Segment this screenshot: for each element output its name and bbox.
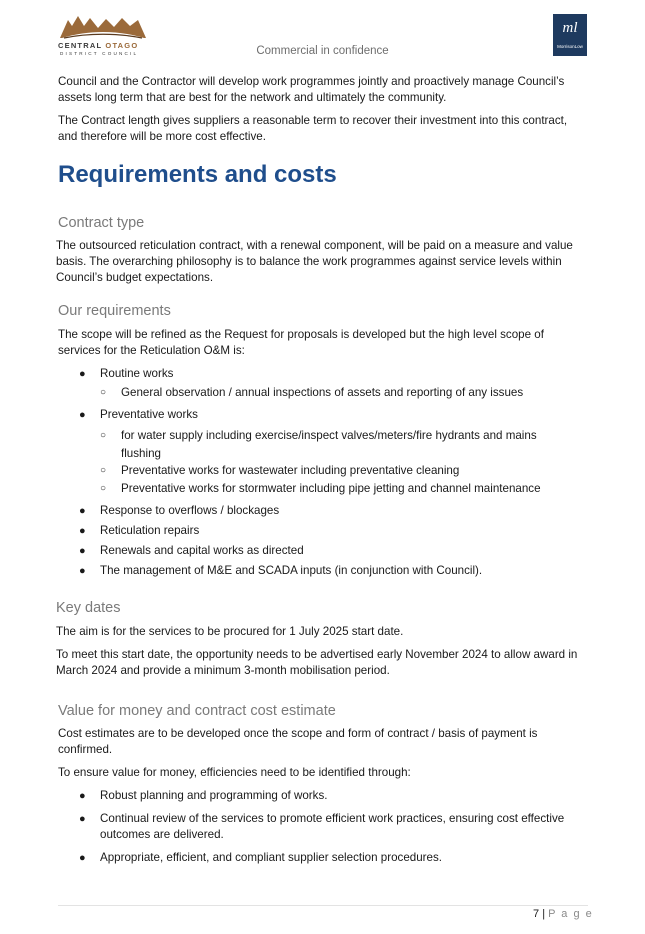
page-header [0,0,645,64]
hollow-bullet-icon: ○ [100,387,107,398]
footer-divider [58,905,588,906]
list-item: ● Reticulation repairs [79,524,200,537]
bullet-icon: ● [79,525,86,537]
page-footer [533,908,593,920]
value-for-money-heading: Value for money and contract cost estimate [58,703,336,719]
logo-mark: ml [562,20,578,36]
mountain-logo-icon [58,14,148,40]
hollow-bullet-icon: ○ [100,430,107,441]
requirements-paragraph: The scope will be refined as the Request for proposals is developed but the high level scope of services for the Reticulation O&M is: [58,328,544,357]
list-item: ● Robust planning and programming of works. [79,789,328,802]
list-item: ○ Preventative works for wastewater including preventative cleaning [100,464,460,477]
list-item: ○ General observation / annual inspections of assets and reporting of any issues [100,386,524,399]
key-dates-heading: Key dates [56,600,121,616]
contract-type-heading: Contract type [58,215,145,231]
page-label: P a g e [548,908,594,920]
list-item: ● Renewals and capital works as directed [79,544,304,557]
list-item: ● Appropriate, efficient, and compliant supplier selection procedures. [79,851,442,864]
intro-paragraph-2: The Contract length gives suppliers a reasonable term to recover their investment into this contract, and therefore will be more cost effective. [58,114,568,143]
hollow-bullet-icon: ○ [100,465,107,476]
bullet-icon: ● [79,790,86,802]
bullet-icon: ● [79,565,86,577]
list-item: ○ for water supply including exercise/inspect valves/meters/fire hydrants and mains flushing [100,429,537,460]
intro-paragraph-1: Council and the Contractor will develop work programmes jointly and proactively manage Council’s assets long term that are best for the network and ultimately the community. [58,75,565,104]
bullet-icon: ● [79,545,86,557]
morrisonlow-logo [553,14,587,56]
bullet-icon: ● [79,813,86,825]
value-for-money-paragraph-1: Cost estimates are to be developed once the scope and form of contract / basis of payment is confirmed. [58,727,538,756]
bullet-icon: ● [79,409,86,421]
key-dates-paragraph-1: The aim is for the services to be procured for 1 July 2025 start date. [56,625,404,638]
key-dates-paragraph-2: To meet this start date, the opportunity needs to be advertised early November 2024 to allow award in March 2024 and provide a minimum 3-month mobilisation period. [56,648,578,677]
logo-brand-name: MorrisonLow [557,44,583,49]
bullet-icon: ● [79,505,86,517]
value-for-money-paragraph-2: To ensure value for money, efficiencies need to be identified through: [58,766,411,779]
hollow-bullet-icon: ○ [100,483,107,494]
list-item: ● Routine works [79,367,174,380]
bullet-icon: ● [79,852,86,864]
list-item: ● Response to overflows / blockages [79,504,280,517]
section-heading: Requirements and costs [58,161,337,188]
list-item: ● Continual review of the services to promote efficient work practices, ensuring cost effective outcomes are delivered. [79,812,565,841]
list-item: ● The management of M&E and SCADA inputs (in conjunction with Council). [79,564,483,577]
list-item: ○ Preventative works for stormwater including pipe jetting and channel maintenance [100,482,541,495]
footer-separator: | [542,908,546,920]
contract-type-paragraph: The outsourced reticulation contract, with a renewal component, will be paid on a measure and value basis. The overarching philosophy is to balance the work programmes against service levels within Council’s budget expectations. [56,239,573,284]
list-item: ● Preventative works [79,408,198,421]
page-number: 7 [533,908,540,920]
logo-subtext: DISTRICT COUNCIL [60,51,139,56]
bullet-icon: ● [79,368,86,380]
requirements-heading: Our requirements [58,303,171,319]
logo-wordmark: CENTRAL OTAGO [58,41,139,50]
confidentiality-caption: Commercial in confidence [256,45,389,57]
